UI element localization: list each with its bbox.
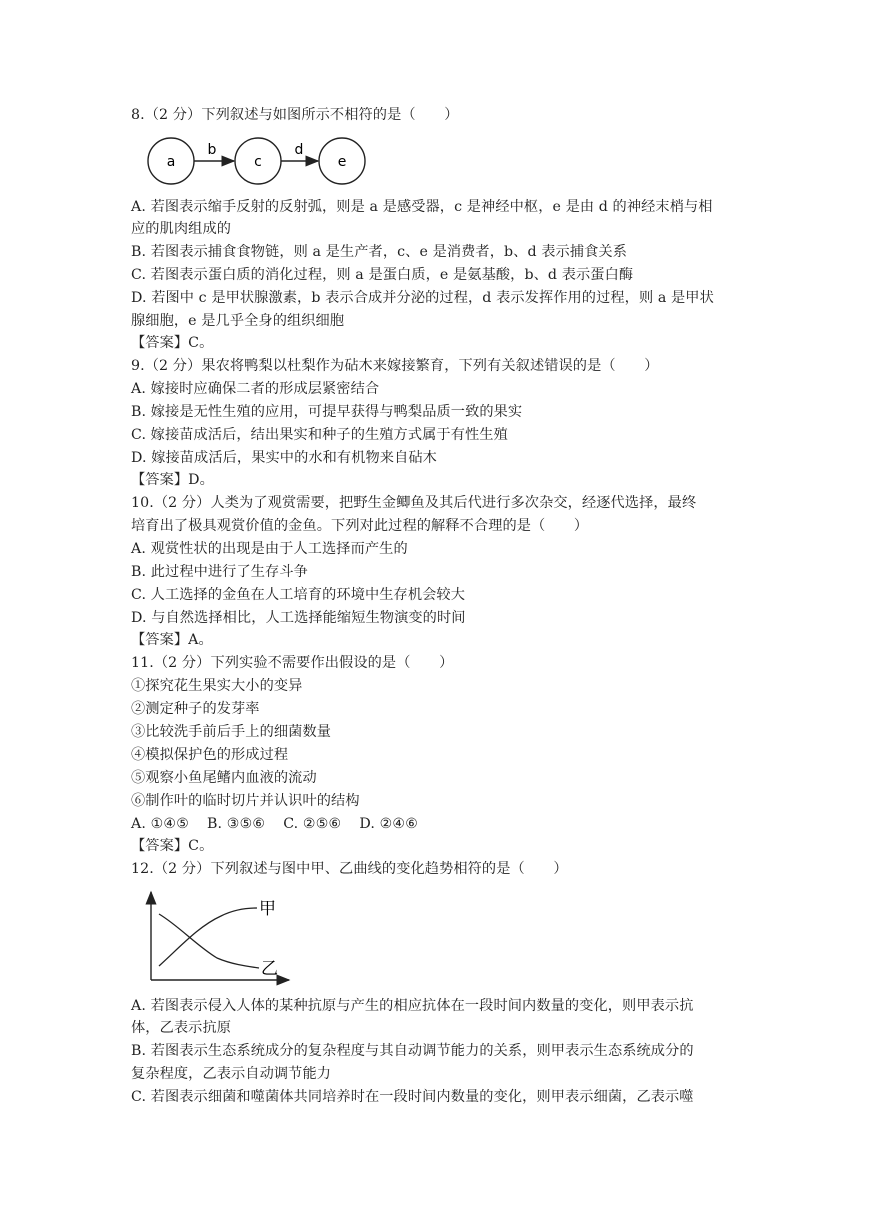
q8-option-d-line1: D. 若图中 c 是甲状腺激素，b 表示合成并分泌的过程，d 表示发挥作用的过程，则 a 是甲状 [131,290,714,306]
q9-option-a: A. 嫁接时应确保二者的形成层紧密结合 [131,381,380,397]
q11-option-c: C. ②⑤⑥ [283,816,342,832]
q10-stem-line1: 10.（2 分）人类为了观赏需要，把野生金鲫鱼及其后代进行多次杂交，经逐代选择，最终 [131,495,697,511]
q8-option-b: B. 若图表示捕食食物链，则 a 是生产者，c、e 是消费者，b、d 表示捕食关系 [131,244,627,260]
arrow-d-label: d [294,142,304,158]
label-yi: 乙 [261,959,278,979]
q12-option-b-line1: B. 若图表示生态系统成分的复杂程度与其自动调节能力的关系，则甲表示生态系统成分的 [131,1043,694,1059]
q10-option-b: B. 此过程中进行了生存斗争 [131,564,308,580]
q12-option-c-line1: C. 若图表示细菌和噬菌体共同培养时在一段时间内数量的变化，则甲表示细菌，乙表示噬 [131,1089,694,1105]
q9-option-d: D. 嫁接苗成活后，果实中的水和有机物来自砧木 [131,450,437,466]
q11-options [131,813,436,835]
q12-curve-graph [141,888,293,990]
q11-item-5: ⑤观察小鱼尾鳍内血液的流动 [131,770,317,786]
q9-stem: 9.（2 分）果农将鸭梨以杜梨作为砧木来嫁接繁育，下列有关叙述错误的是（ ） [131,358,659,374]
q10-option-c: C. 人工选择的金鱼在人工培育的环境中生存机会较大 [131,587,465,603]
node-e-label: e [337,154,347,170]
q11-item-3: ③比较洗手前后手上的细菌数量 [131,724,332,740]
q11-stem: 11.（2 分）下列实验不需要作出假设的是（ ） [131,655,454,671]
q8-option-d-line2: 腺细胞，e 是几乎全身的组织细胞 [131,313,345,329]
label-jia: 甲 [259,899,276,919]
q11-option-a: A. ①④⑤ [131,816,190,832]
q12-stem: 12.（2 分）下列叙述与图中甲、乙曲线的变化趋势相符的是（ ） [131,861,568,877]
q11-item-6: ⑥制作叶的临时切片并认识叶的结构 [131,793,360,809]
q11-item-1: ①探究花生果实大小的变异 [131,678,303,694]
q11-option-b: B. ③⑤⑥ [207,816,266,832]
q10-option-a: A. 观赏性状的出现是由于人工选择而产生的 [131,541,408,557]
curve-jia [159,908,257,966]
q8-option-c: C. 若图表示蛋白质的消化过程，则 a 是蛋白质，e 是氨基酸，b、d 表示蛋白酶 [131,267,634,283]
node-c-label: c [254,154,262,170]
q10-stem-line2: 培育出了极具观赏价值的金鱼。下列对此过程的解释不合理的是（ ） [131,518,589,534]
q10-answer: 【答案】A。 [131,632,213,648]
q9-option-c: C. 嫁接苗成活后，结出果实和种子的生殖方式属于有性生殖 [131,427,508,443]
q8-stem: 8.（2 分）下列叙述与如图所示不相符的是（ ） [131,107,459,123]
q12-option-a-line1: A. 若图表示侵入人体的某种抗原与产生的相应抗体在一段时间内数量的变化，则甲表示抗 [131,998,694,1014]
q10-option-d: D. 与自然选择相比，人工选择能缩短生物演变的时间 [131,610,466,626]
q11-option-d: D. ②④⑥ [359,816,419,832]
q11-item-4: ④模拟保护色的形成过程 [131,747,289,763]
q8-option-a-line1: A. 若图表示缩手反射的反射弧，则是 a 是感受器，c 是神经中枢，e 是由 d 的神经末梢与相 [131,199,713,215]
q12-option-b-line2: 复杂程度，乙表示自动调节能力 [131,1066,332,1082]
q9-answer: 【答案】D。 [131,472,214,488]
q8-option-a-line2: 应的肌肉组成的 [131,221,232,237]
q12-option-a-line2: 体，乙表示抗原 [131,1020,232,1036]
q8-flow-diagram [146,136,370,190]
q11-answer: 【答案】C。 [131,838,214,854]
arrow-b-label: b [207,142,217,158]
q11-item-2: ②测定种子的发芽率 [131,701,260,717]
q8-answer: 【答案】C。 [131,335,214,351]
q9-option-b: B. 嫁接是无性生殖的应用，可提早获得与鸭梨品质一致的果实 [131,404,523,420]
node-a-label: a [166,154,176,170]
